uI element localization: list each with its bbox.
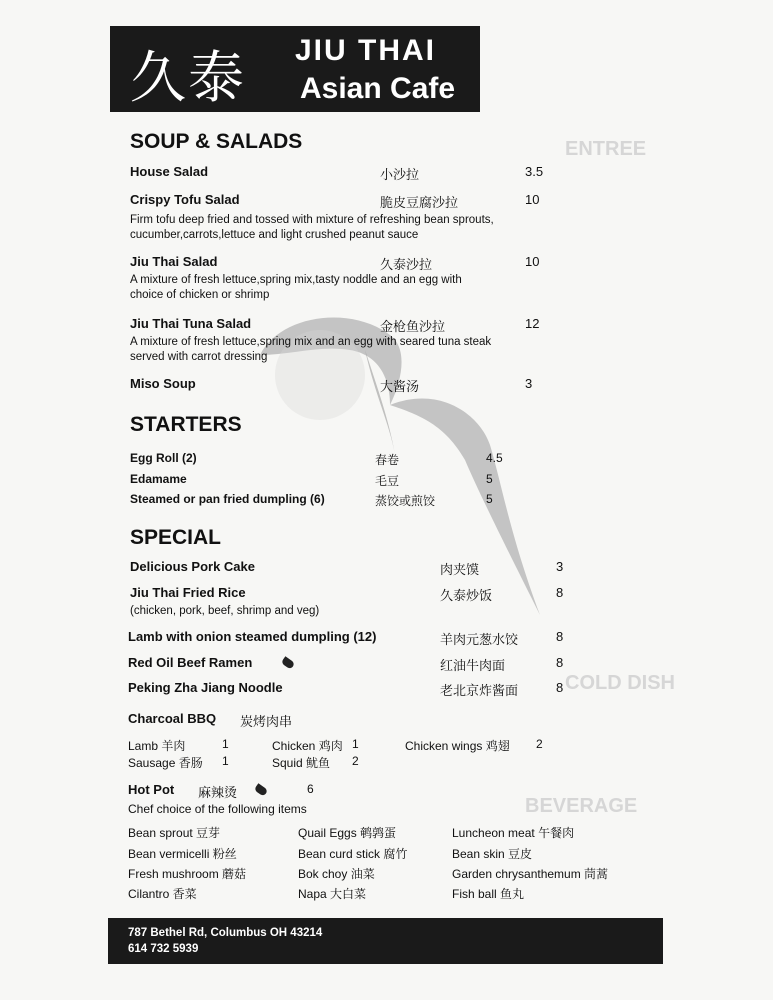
menu-item-cn: 老北京炸酱面 (440, 684, 519, 699)
menu-item-name: Edamame (130, 472, 187, 486)
menu-item-cn: 红油牛肉面 (440, 659, 506, 674)
bbq-item-price: 2 (536, 737, 543, 751)
hotpot-item: Bean skin 豆皮 (452, 847, 533, 861)
menu-item-desc: (chicken, pork, beef, shrimp and veg) (130, 605, 320, 617)
menu-item-name: Miso Soup (130, 376, 196, 391)
hotpot-subtitle: Chef choice of the following items (128, 802, 307, 816)
ghost-beverage-heading: BEVERAGE (525, 795, 638, 817)
bbq-item: Squid 鱿鱼 (272, 756, 331, 770)
bbq-item-price: 2 (352, 754, 359, 768)
menu-item-cn: 久泰炒饭 (440, 589, 493, 604)
menu-item-cn: 脆皮豆腐沙拉 (380, 196, 459, 211)
menu-item-price: 8 (556, 585, 564, 600)
logo-chinese: 久泰 (130, 46, 246, 111)
bbq-item: Lamb 羊肉 (128, 739, 186, 753)
hotpot-item: Bean vermicelli 粉丝 (128, 847, 237, 861)
menu-item-name: Crispy Tofu Salad (130, 192, 240, 207)
menu-item-desc: served with carrot dressing (130, 351, 268, 363)
section-title-starters: STARTERS (130, 413, 242, 436)
menu-item-name: Jiu Thai Salad (130, 254, 218, 269)
bbq-item-price: 1 (352, 737, 359, 751)
menu-item-desc: A mixture of fresh lettuce,spring mix,tasty noddle and an egg with (130, 274, 462, 286)
footer-banner (108, 918, 663, 964)
hotpot-price: 6 (307, 782, 314, 796)
menu-item-price: 3 (556, 559, 564, 574)
menu-item-name: Steamed or pan fried dumpling (6) (130, 492, 325, 506)
menu-item-price: 8 (556, 655, 564, 670)
section-title-soup: SOUP & SALADS (130, 130, 303, 153)
ghost-entree-heading: ENTREE (565, 138, 647, 160)
menu-item-name: Red Oil Beef Ramen (128, 655, 253, 670)
hotpot-title: Hot Pot (128, 782, 175, 797)
hotpot-item: Luncheon meat 午餐肉 (452, 826, 575, 840)
bbq-item: Sausage 香肠 (128, 756, 203, 770)
menu-item-cn: 毛豆 (375, 474, 400, 488)
hotpot-item: Quail Eggs 鹌鹑蛋 (298, 826, 397, 840)
hotpot-item: Bean curd stick 腐竹 (298, 847, 408, 861)
hotpot-item: Cilantro 香菜 (128, 887, 197, 901)
menu-item-price: 5 (486, 492, 493, 506)
bbq-item-price: 1 (222, 737, 229, 751)
menu-item-name: Jiu Thai Tuna Salad (130, 316, 252, 331)
menu-item-price: 4.5 (486, 451, 503, 465)
menu-item-name: Peking Zha Jiang Noodle (128, 680, 283, 695)
spicy-chili-icon (254, 783, 268, 796)
menu-item-cn: 小沙拉 (380, 168, 420, 183)
hotpot-item: Bok choy 油菜 (298, 867, 375, 881)
menu-item-price: 5 (486, 472, 493, 486)
logo-english-subtitle: Asian Cafe (300, 72, 456, 105)
menu-item-cn: 大酱汤 (380, 380, 420, 395)
spicy-chili-icon (281, 656, 295, 669)
menu-item-name: Jiu Thai Fried Rice (130, 585, 246, 600)
menu-item-name: Delicious Pork Cake (130, 559, 255, 574)
menu-item-cn: 金枪鱼沙拉 (380, 320, 446, 335)
phone-number: 614 732 5939 (128, 943, 199, 955)
bbq-title-cn: 炭烤肉串 (240, 715, 293, 730)
menu-item-cn: 春卷 (375, 453, 400, 467)
bbq-item-price: 1 (222, 754, 229, 768)
hotpot-item: Napa 大白菜 (298, 887, 367, 901)
menu-item-name: House Salad (130, 164, 209, 179)
menu-item-cn: 肉夹馍 (440, 563, 480, 578)
hotpot-item: Fish ball 鱼丸 (452, 887, 525, 901)
ghost-cold-heading: COLD DISH (565, 672, 675, 694)
menu-item-price: 3.5 (525, 164, 544, 179)
hotpot-item: Fresh mushroom 蘑菇 (128, 867, 247, 881)
menu-item-cn: 蒸饺或煎饺 (375, 494, 436, 508)
menu-item-desc: choice of chicken or shrimp (130, 289, 270, 301)
menu-item-price: 8 (556, 680, 564, 695)
menu-item-price: 12 (525, 316, 540, 331)
section-title-special: SPECIAL (130, 526, 222, 549)
menu-item-name: Egg Roll (2) (130, 451, 197, 465)
bbq-item: Chicken wings 鸡翅 (405, 739, 510, 753)
bbq-title: Charcoal BBQ (128, 711, 217, 726)
menu-item-cn: 羊肉元葱水饺 (440, 633, 519, 648)
hotpot-item: Bean sprout 豆芽 (128, 826, 221, 840)
menu-item-price: 3 (525, 376, 533, 391)
menu-item-desc: cucumber,carrots,lettuce and light crushed peanut sauce (130, 229, 419, 241)
address: 787 Bethel Rd, Columbus OH 43214 (128, 927, 323, 939)
menu-item-cn: 久泰沙拉 (380, 258, 433, 273)
menu-item-name: Lamb with onion steamed dumpling (12) (128, 629, 377, 644)
hotpot-item: Garden chrysanthemum 茼蒿 (452, 867, 609, 881)
menu-item-price: 10 (525, 192, 540, 207)
menu-item-desc: A mixture of fresh lettuce,spring mix and an egg with seared tuna steak (130, 336, 492, 348)
header-banner (110, 26, 480, 112)
bbq-item: Chicken 鸡肉 (272, 739, 343, 753)
menu-item-desc: Firm tofu deep fried and tossed with mixture of refreshing bean sprouts, (130, 214, 494, 226)
hotpot-title-cn: 麻辣烫 (198, 786, 238, 801)
menu-item-price: 8 (556, 629, 564, 644)
menu-item-price: 10 (525, 254, 540, 269)
logo-english-name: JIU THAI (295, 34, 437, 67)
